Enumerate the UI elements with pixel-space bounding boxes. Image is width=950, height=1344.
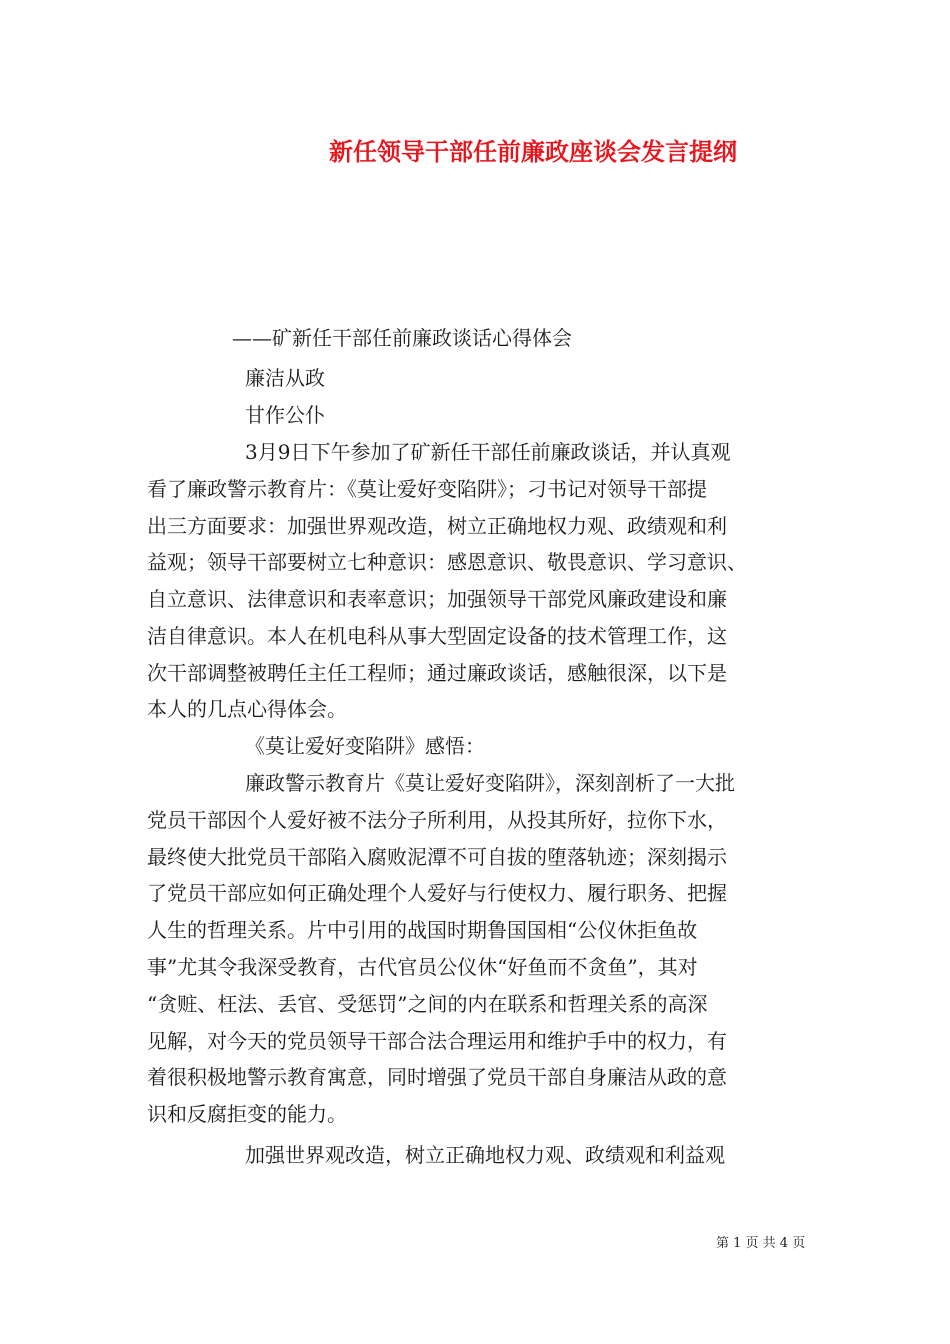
section-heading: 加强世界观改造，树立正确地权力观、政绩观和利益观 — [245, 1143, 725, 1167]
paragraph-line: 本人的几点心得体会。 — [147, 697, 347, 721]
paragraph-line: 次干部调整被聘任主任工程师；通过廉政谈话，感触很深，以下是 — [147, 661, 727, 685]
paragraph-line: 识和反腐拒变的能力。 — [147, 1102, 347, 1126]
paragraph-line: 最终使大批党员干部陷入腐败泥潭不可自拔的堕落轨迹；深刻揭示 — [147, 845, 727, 869]
paragraph-line: 看了廉政警示教育片：《莫让爱好变陷阱》；刁书记对领导干部提 — [147, 477, 707, 501]
section-heading: 《莫让爱好变陷阱》感悟： — [245, 734, 485, 758]
paragraph-line: “贪赃、枉法、丢官、受惩罚”之间的内在联系和哲理关系的高深 — [147, 992, 708, 1016]
paragraph-line: 人生的哲理关系。片中引用的战国时期鲁国国相“公仪休拒鱼故 — [147, 918, 698, 942]
paragraph-line: 党员干部因个人爱好被不法分子所利用，从投其所好，拉你下水， — [147, 808, 727, 832]
paragraph-line: 自立意识、法律意识和表率意识；加强领导干部党风廉政建设和廉 — [147, 587, 727, 611]
document-subtitle: ——矿新任干部任前廉政谈话心得体会 — [232, 326, 572, 350]
paragraph-line: 事”尤其令我深受教育，古代官员公仪休“好鱼而不贪鱼”，其对 — [147, 955, 698, 979]
paragraph-line: 益观；领导干部要树立七种意识：感恩意识、敬畏意识、学习意识、 — [147, 550, 747, 574]
paragraph-line: 廉政警示教育片《莫让爱好变陷阱》，深刻剖析了一大批 — [245, 771, 735, 795]
paragraph-line: 甘作公仆 — [245, 403, 325, 427]
paragraph-line: 着很积极地警示教育寓意，同时增强了党员干部自身廉洁从政的意 — [147, 1065, 727, 1089]
document-title: 新任领导干部任前廉政座谈会发言提纲 — [329, 138, 737, 166]
paragraph-line: 见解，对今天的党员领导干部合法合理运用和维护手中的权力，有 — [147, 1029, 727, 1053]
paragraph-line: 洁自律意识。本人在机电科从事大型固定设备的技术管理工作，这 — [147, 624, 727, 648]
paragraph-line: 廉洁从政 — [245, 366, 325, 390]
page-footer: 第 1 页 共 4 页 — [716, 1236, 806, 1251]
paragraph-line: 3月9日下午参加了矿新任干部任前廉政谈话，并认真观 — [245, 440, 731, 464]
paragraph-line: 出三方面要求：加强世界观改造，树立正确地权力观、政绩观和利 — [147, 514, 727, 538]
paragraph-line: 了党员干部应如何正确处理个人爱好与行使权力、履行职务、把握 — [147, 881, 727, 905]
